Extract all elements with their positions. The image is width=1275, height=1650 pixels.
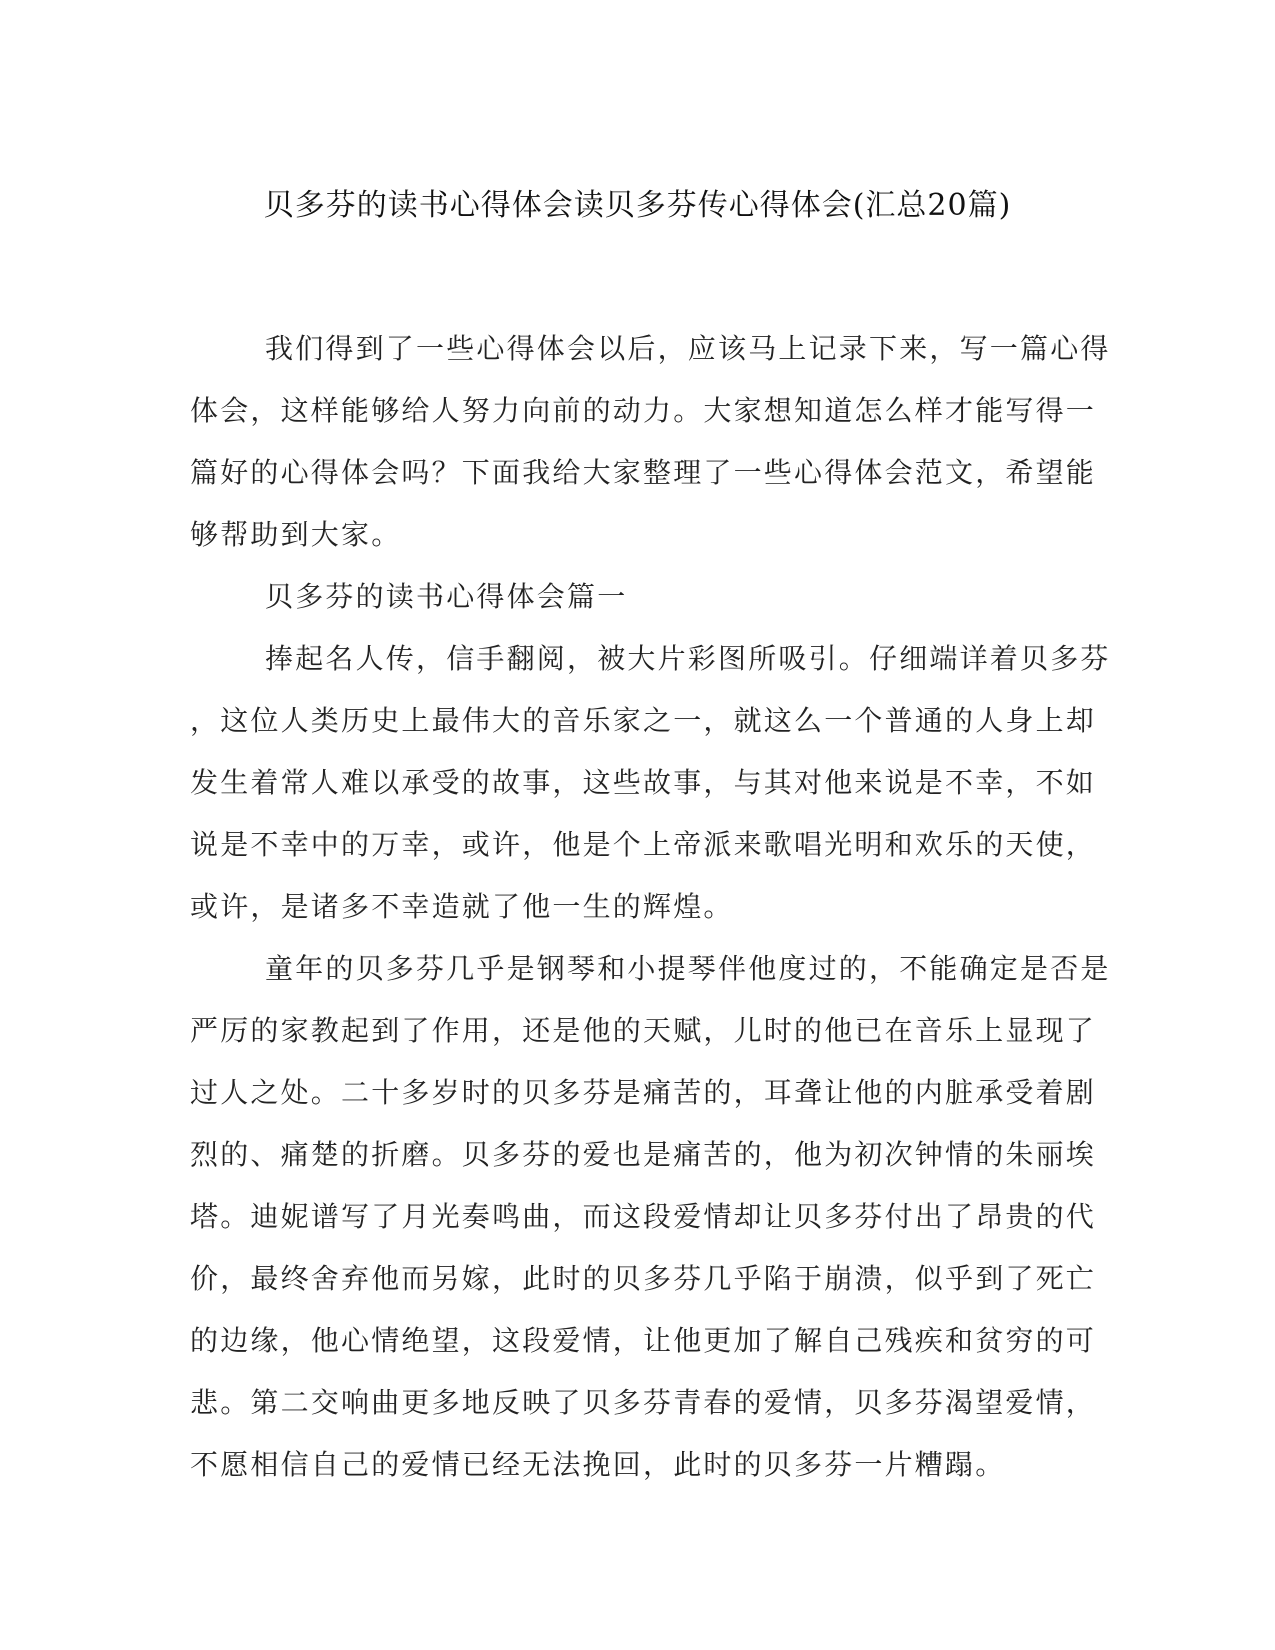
document-title: 贝多芬的读书心得体会读贝多芬传心得体会(汇总20篇) — [263, 188, 1012, 223]
paragraph-line: 或许，是诸多不幸造就了他一生的辉煌。 — [190, 890, 734, 923]
paragraph-line: 我们得到了一些心得体会以后，应该马上记录下来，写一篇心得 — [265, 332, 1111, 365]
paragraph-line: 的边缘，他心情绝望，这段爱情，让他更加了解自己残疾和贫穷的可 — [190, 1324, 1097, 1357]
paragraph-line: 价，最终舍弃他而另嫁，此时的贝多芬几乎陷于崩溃，似乎到了死亡 — [190, 1262, 1097, 1295]
paragraph-line: 篇好的心得体会吗？下面我给大家整理了一些心得体会范文，希望能 — [190, 456, 1097, 489]
paragraph-line: 不愿相信自己的爱情已经无法挽回，此时的贝多芬一片糟蹋。 — [190, 1448, 1006, 1481]
paragraph-line: 说是不幸中的万幸，或许，他是个上帝派来歌唱光明和欢乐的天使， — [190, 828, 1097, 861]
paragraph-line: 过人之处。二十多岁时的贝多芬是痛苦的，耳聋让他的内脏承受着剧 — [190, 1076, 1097, 1109]
paragraph-line: 烈的、痛楚的折磨。贝多芬的爱也是痛苦的，他为初次钟情的朱丽埃 — [190, 1138, 1097, 1171]
paragraph-line: 童年的贝多芬几乎是钢琴和小提琴伴他度过的，不能确定是否是 — [265, 952, 1111, 985]
paragraph-line: 发生着常人难以承受的故事，这些故事，与其对他来说是不幸，不如 — [190, 766, 1097, 799]
paragraph-line: 严厉的家教起到了作用，还是他的天赋，儿时的他已在音乐上显现了 — [190, 1014, 1097, 1047]
section-heading: 贝多芬的读书心得体会篇一 — [265, 580, 628, 613]
paragraph-line: 够帮助到大家。 — [190, 518, 402, 551]
paragraph-line: 捧起名人传，信手翻阅，被大片彩图所吸引。仔细端详着贝多芬 — [265, 642, 1111, 675]
paragraph-line: ，这位人类历史上最伟大的音乐家之一，就这么一个普通的人身上却 — [190, 704, 1097, 737]
paragraph-line: 塔。迪妮谱写了月光奏鸣曲，而这段爱情却让贝多芬付出了昂贵的代 — [190, 1200, 1097, 1233]
paragraph-line: 体会，这样能够给人努力向前的动力。大家想知道怎么样才能写得一 — [190, 394, 1097, 427]
document-body — [190, 318, 1111, 1496]
paragraph-line: 悲。第二交响曲更多地反映了贝多芬青春的爱情，贝多芬渴望爱情， — [190, 1386, 1097, 1419]
